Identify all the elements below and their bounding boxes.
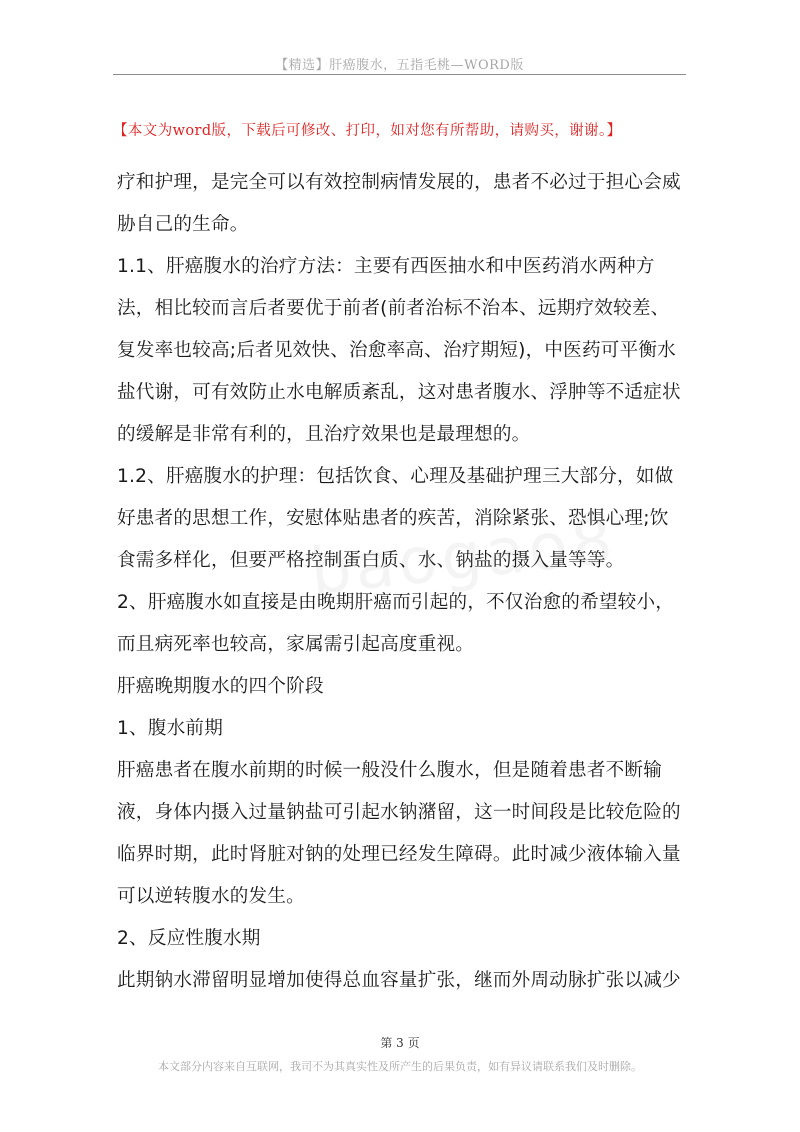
document-body xyxy=(117,162,687,1002)
page-number: 第 3 页 xyxy=(380,1036,420,1050)
section-heading: 2、反应性腹水期 xyxy=(117,928,261,949)
paragraph: 2、肝癌腹水如直接是由晚期肝癌而引起的，不仅治愈的希望较小，而且病死率也较高，家属需引起高度重视。 xyxy=(117,592,675,655)
header-divider xyxy=(113,74,686,75)
download-notice: 【本文为word版，下载后可修改、打印，如对您有所帮助，请购买，谢谢。】 xyxy=(113,123,622,139)
paragraph: 肝癌患者在腹水前期的时候一般没什么腹水，但是随着患者不断输液，身体内摄入过量钠盐可引起水钠潴留，这一时间段是比较危险的临界时期，此时肾脏对钠的处理已经发生障碍。此时减少液体输入量可以逆转腹水的发生。 xyxy=(117,760,681,907)
section-heading: 肝癌晚期腹水的四个阶段 xyxy=(117,676,324,697)
paragraph: 1.2、肝癌腹水的护理：包括饮食、心理及基础护理三大部分，如做好患者的思想工作，安慰体贴患者的疾苦，消除紧张、恐惧心理;饮食需多样化，但要严格控制蛋白质、水、钠盐的摄入量等等。 xyxy=(117,466,674,571)
page-header-title: 【精选】肝癌腹水，五指毛桃—WORD版 xyxy=(275,58,524,73)
paragraph: 此期钠水滞留明显增加使得总血容量扩张，继而外周动脉扩张以减少 xyxy=(117,970,681,991)
paragraph: 疗和护理，是完全可以有效控制病情发展的，患者不必过于担心会威胁自己的生命。 xyxy=(117,172,681,235)
paragraph: 1.1、肝癌腹水的治疗方法：主要有西医抽水和中医药消水两种方法，相比较而言后者要优于前者(前者治标不治本、远期疗效较差、复发率也较高;后者见效快、治愈率高、治疗期短)，中医药可平衡水盐代谢，可有效防止水电解质紊乱，这对患者腹水、浮肿等不适症状的缓解是非常有利的，且治疗效果也是最理想的。 xyxy=(117,256,681,445)
section-heading: 1、腹水前期 xyxy=(117,718,223,739)
footer-disclaimer: 本文部分内容来自互联网，我司不为其真实性及所产生的后果负责，如有异议请联系我们及时删除。 xyxy=(158,1060,642,1073)
